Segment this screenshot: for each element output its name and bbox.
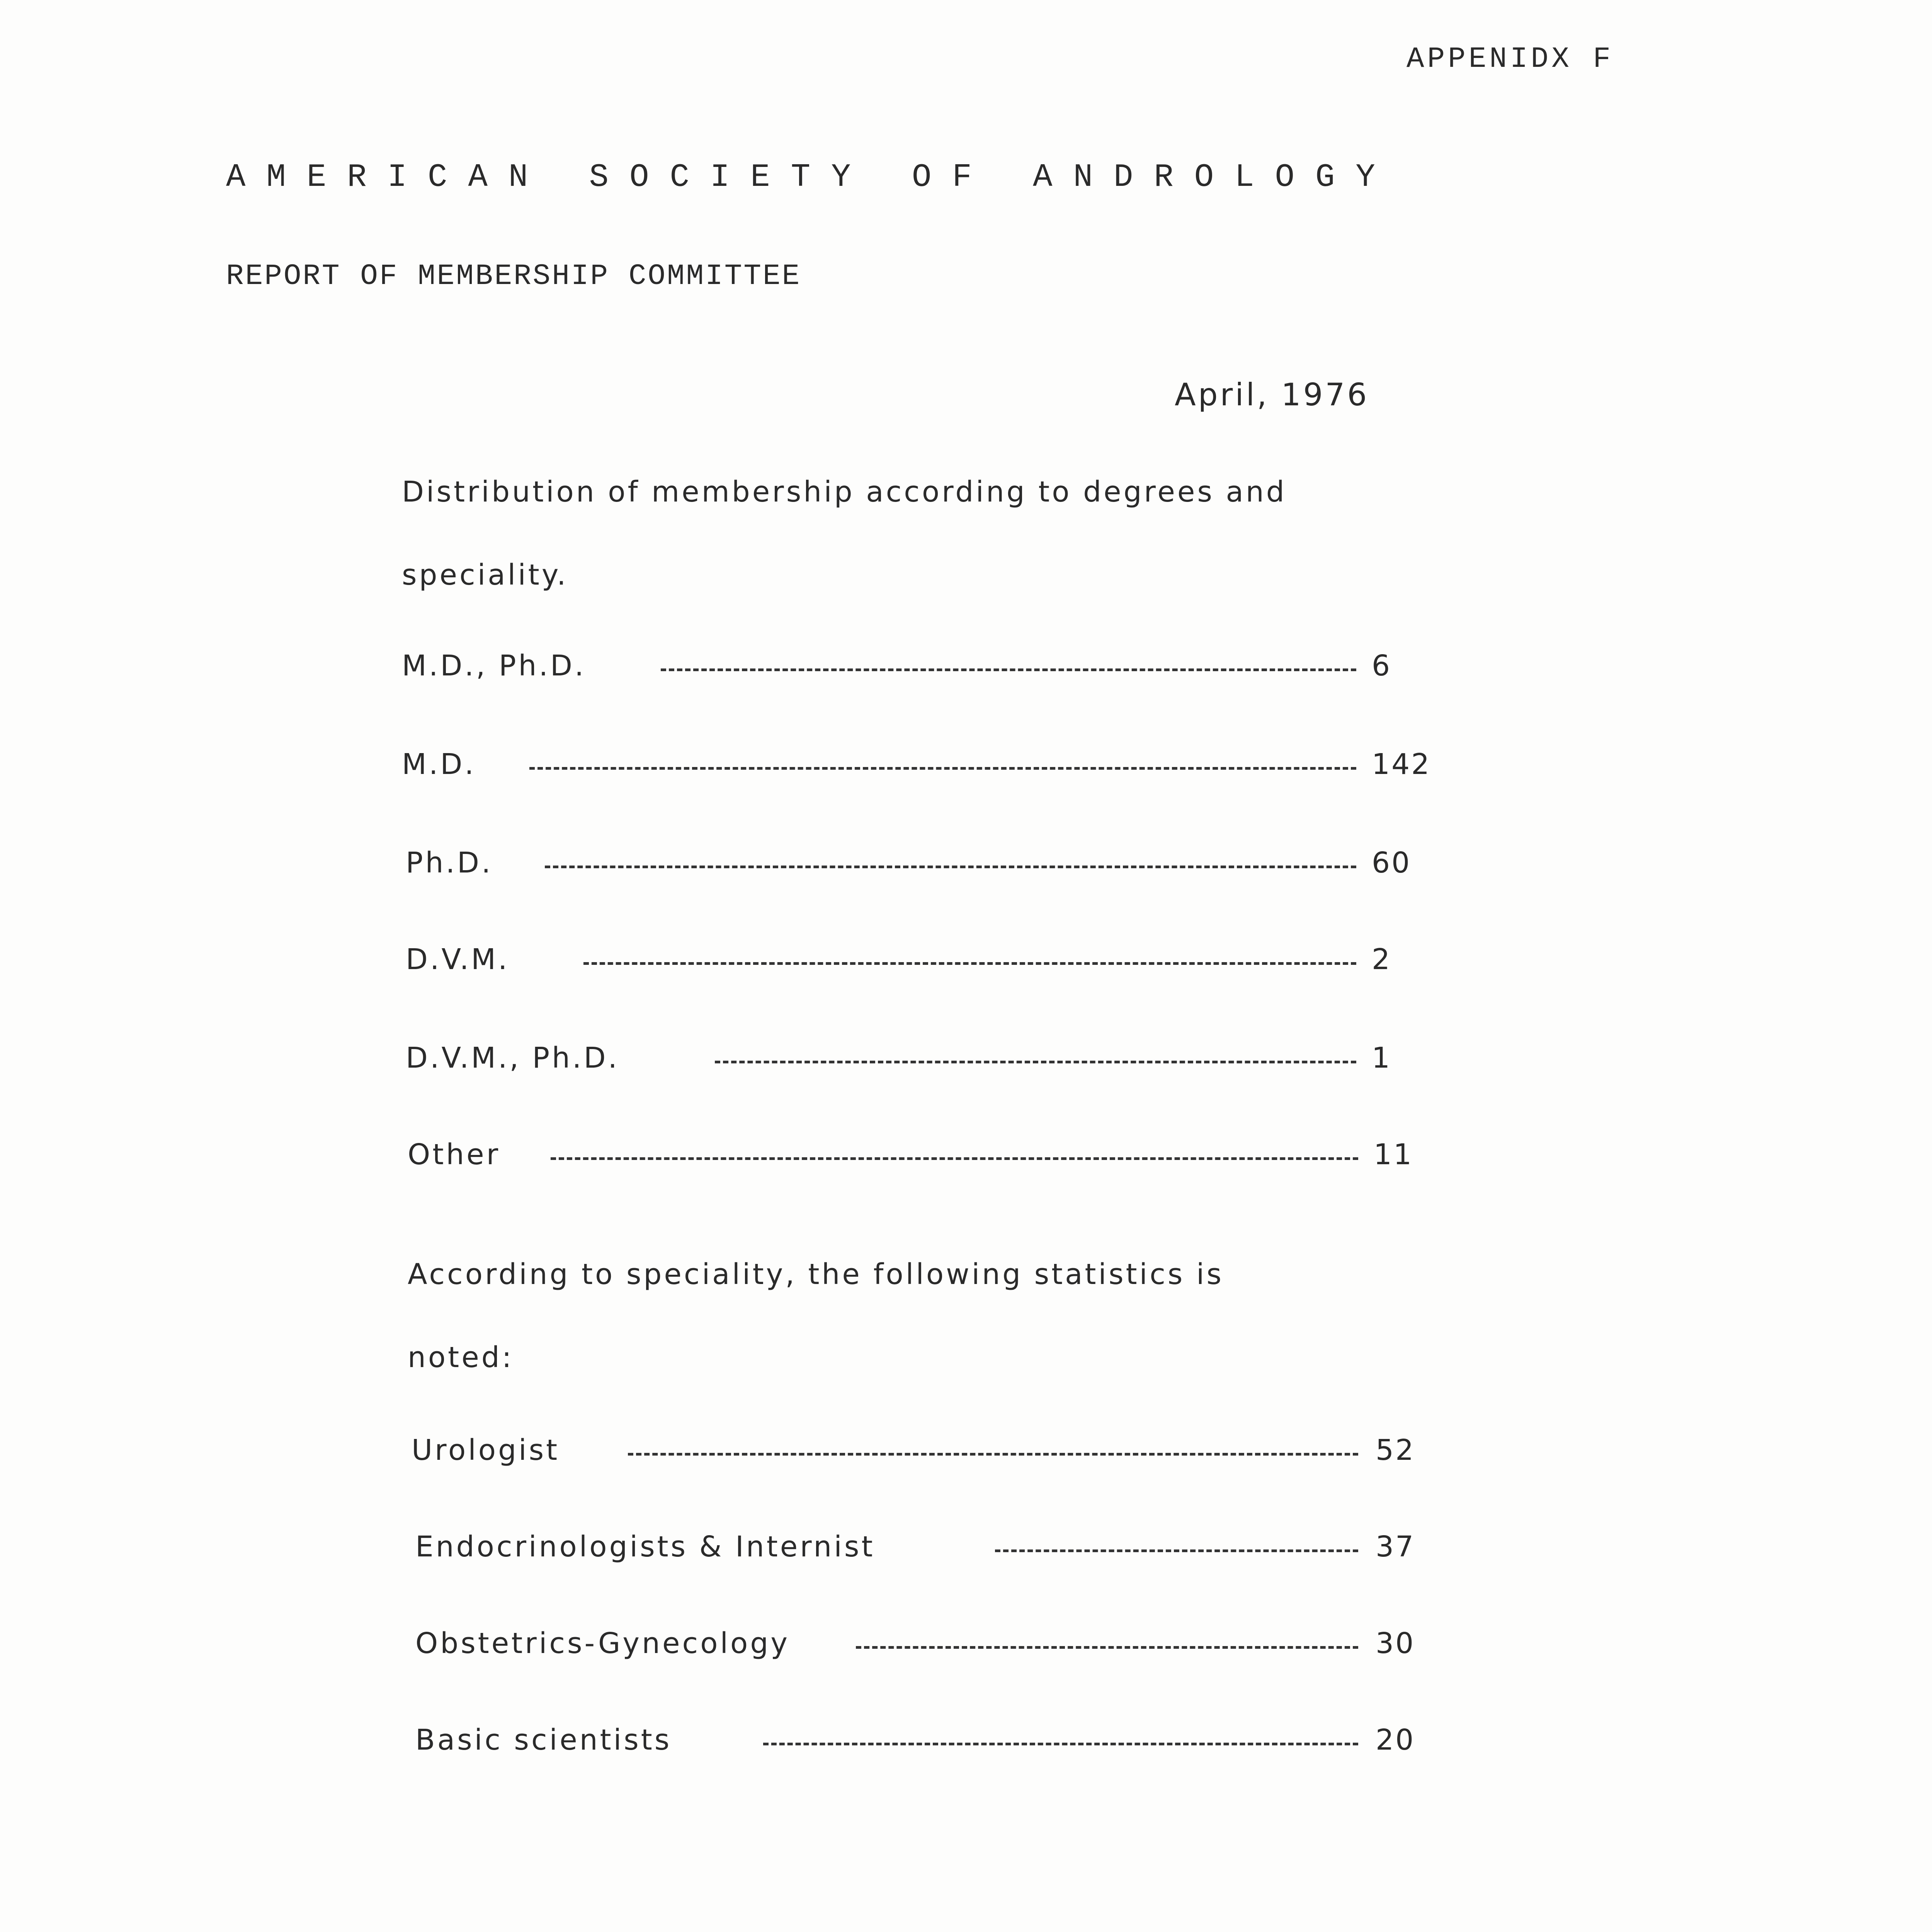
degree-count: 142 (1372, 748, 1431, 781)
degree-label: D.V.M. (406, 943, 510, 976)
degree-label: Ph.D. (406, 846, 493, 879)
degree-label: Other (408, 1138, 501, 1171)
dotted-leader (529, 767, 1356, 770)
dotted-leader (628, 1453, 1358, 1456)
degree-count: 60 (1372, 846, 1412, 879)
appendix-label: APPENIDX F (1406, 43, 1614, 76)
speciality-intro-line-1: According to speciality, the following statistics is (408, 1258, 1224, 1291)
speciality-count: 20 (1376, 1723, 1415, 1757)
dotted-leader (545, 866, 1356, 868)
speciality-label: Obstetrics-Gynecology (415, 1627, 790, 1660)
degree-label: M.D. (402, 748, 476, 781)
speciality-label: Basic scientists (415, 1723, 672, 1757)
degree-count: 6 (1372, 649, 1392, 682)
degree-row (402, 748, 1445, 786)
degree-row (408, 1138, 1412, 1177)
degree-row (406, 1041, 1410, 1080)
organization-name: AMERICAN SOCIETY OF ANDROLOGY (226, 159, 1396, 196)
report-title: REPORT OF MEMBERSHIP COMMITTEE (226, 260, 801, 293)
dotted-leader (995, 1549, 1358, 1552)
dotted-leader (551, 1157, 1358, 1160)
speciality-row (412, 1434, 1416, 1472)
degree-label: D.V.M., Ph.D. (406, 1041, 620, 1075)
speciality-count: 37 (1376, 1530, 1415, 1563)
report-date: April, 1976 (1175, 377, 1369, 413)
degree-label: M.D., Ph.D. (402, 649, 586, 682)
dotted-leader (661, 668, 1356, 671)
speciality-row (415, 1530, 1420, 1569)
speciality-count: 52 (1376, 1434, 1415, 1467)
dotted-leader (583, 962, 1356, 965)
speciality-row (415, 1627, 1420, 1665)
dotted-leader (763, 1743, 1358, 1745)
speciality-label: Endocrinologists & Internist (415, 1530, 875, 1563)
degree-row (406, 846, 1410, 885)
degree-count: 2 (1372, 943, 1392, 976)
dotted-leader (715, 1061, 1356, 1063)
speciality-row (415, 1723, 1420, 1762)
speciality-count: 30 (1376, 1627, 1415, 1660)
degree-count: 11 (1374, 1138, 1413, 1171)
degree-row (402, 649, 1399, 688)
speciality-intro-line-2: noted: (408, 1341, 514, 1374)
degrees-intro-line-2: speciality. (402, 558, 568, 592)
speciality-label: Urologist (412, 1434, 560, 1467)
degree-count: 1 (1372, 1041, 1392, 1075)
dotted-leader (856, 1646, 1358, 1649)
degrees-intro-line-1: Distribution of membership according to degrees and (402, 475, 1287, 509)
degree-row (406, 943, 1410, 981)
